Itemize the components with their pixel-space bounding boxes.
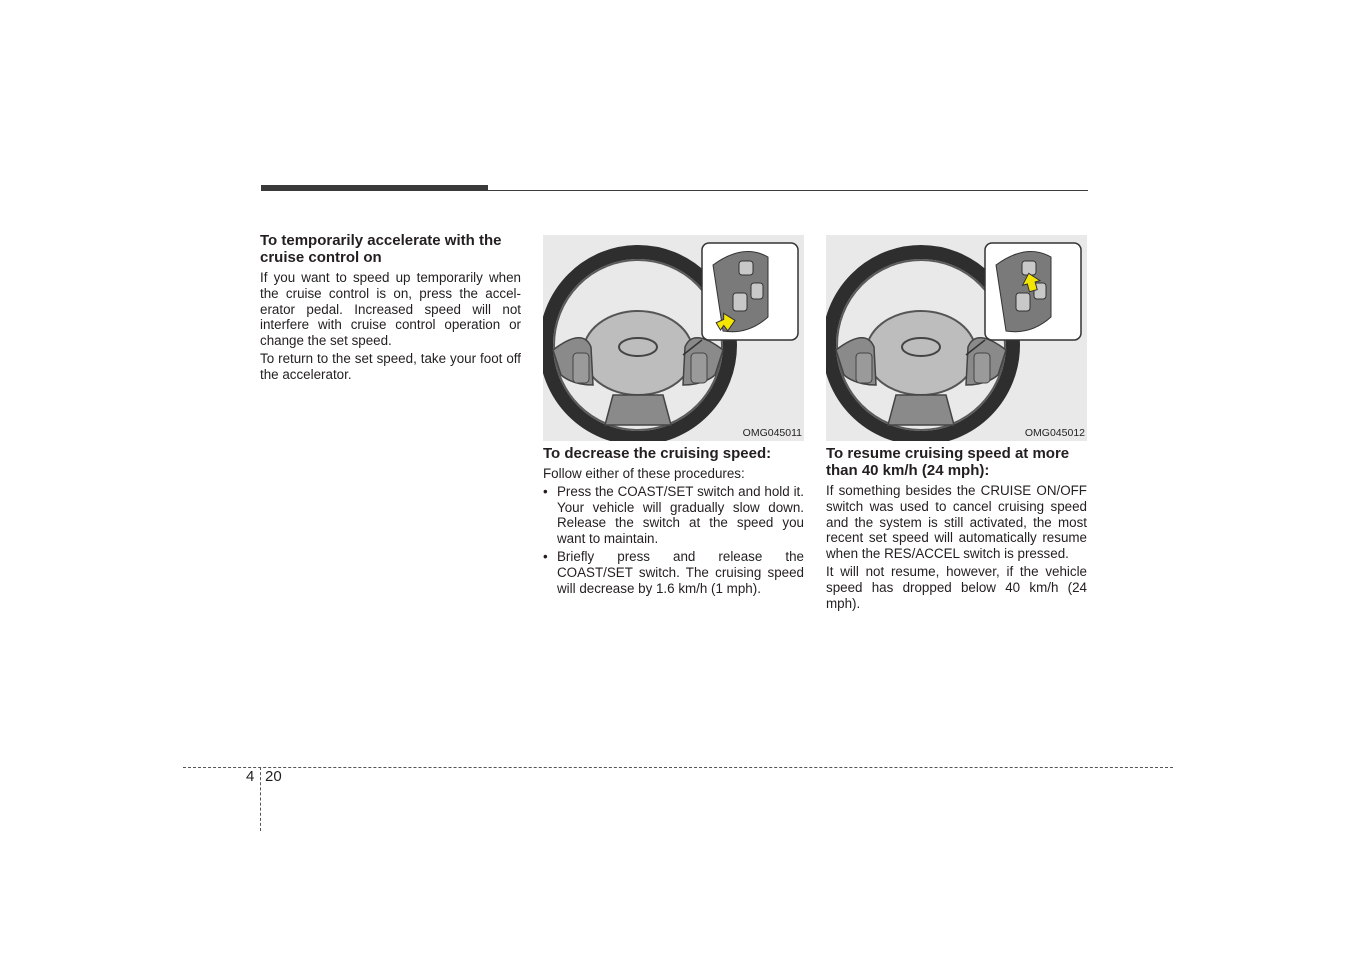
steering-wheel-illustration [826, 235, 1087, 441]
section-decrease-speed [543, 445, 804, 598]
figure-steering-wheel-resume [826, 235, 1087, 441]
page-number: 20 [265, 768, 282, 785]
footer-dashed-rule [183, 767, 1173, 768]
section-heading: To temporarily accelerate with the cruise control on [260, 232, 502, 266]
intro-text: Follow either of these procedures: [543, 466, 745, 481]
bullet-icon: • [543, 483, 548, 499]
section-heading: To decrease the cruising speed: [543, 445, 772, 462]
figure-code: OMG045012 [1024, 427, 1085, 439]
section-resume-speed [826, 445, 1087, 613]
footer-vertical-rule [260, 767, 261, 831]
paragraph: If you want to speed up temporarily when the cruise control is on, press the accelerator pedal. Increased speed will not interfere with cruise control operation or change the set speed. [260, 270, 521, 349]
bullet-list [543, 484, 804, 597]
bullet-icon: • [543, 548, 548, 564]
list-item: • Press the COAST/SET switch and hold it. Your vehicle will gradually slow down. Release the switch at the speed you want to maintain. [543, 483, 804, 547]
steering-wheel-illustration [543, 235, 804, 441]
paragraph: If something besides the CRUISE ON/OFF switch was used to cancel cruising speed and the system is still activated, the most recent set speed will automatically resume when the RES/ACCEL switch is pressed. [826, 483, 1087, 562]
figure-steering-wheel-coast [543, 235, 804, 441]
list-item: • Briefly press and release the COAST/SET switch. The cruising speed will decrease by 1.6 km/h (1 mph). [543, 548, 804, 596]
paragraph: It will not resume, however, if the vehicle speed has dropped below 40 km/h (24 mph). [826, 563, 1087, 611]
paragraph: To return to the set speed, take your foot off the accelerator. [260, 350, 521, 382]
figure-code: OMG045011 [742, 427, 802, 439]
chapter-number: 4 [246, 768, 255, 785]
section-temporary-accelerate [260, 232, 521, 385]
header-rule-thin [261, 190, 1088, 191]
section-heading: To resume cruising speed at more than 40 km/h (24 mph): [826, 445, 1070, 479]
